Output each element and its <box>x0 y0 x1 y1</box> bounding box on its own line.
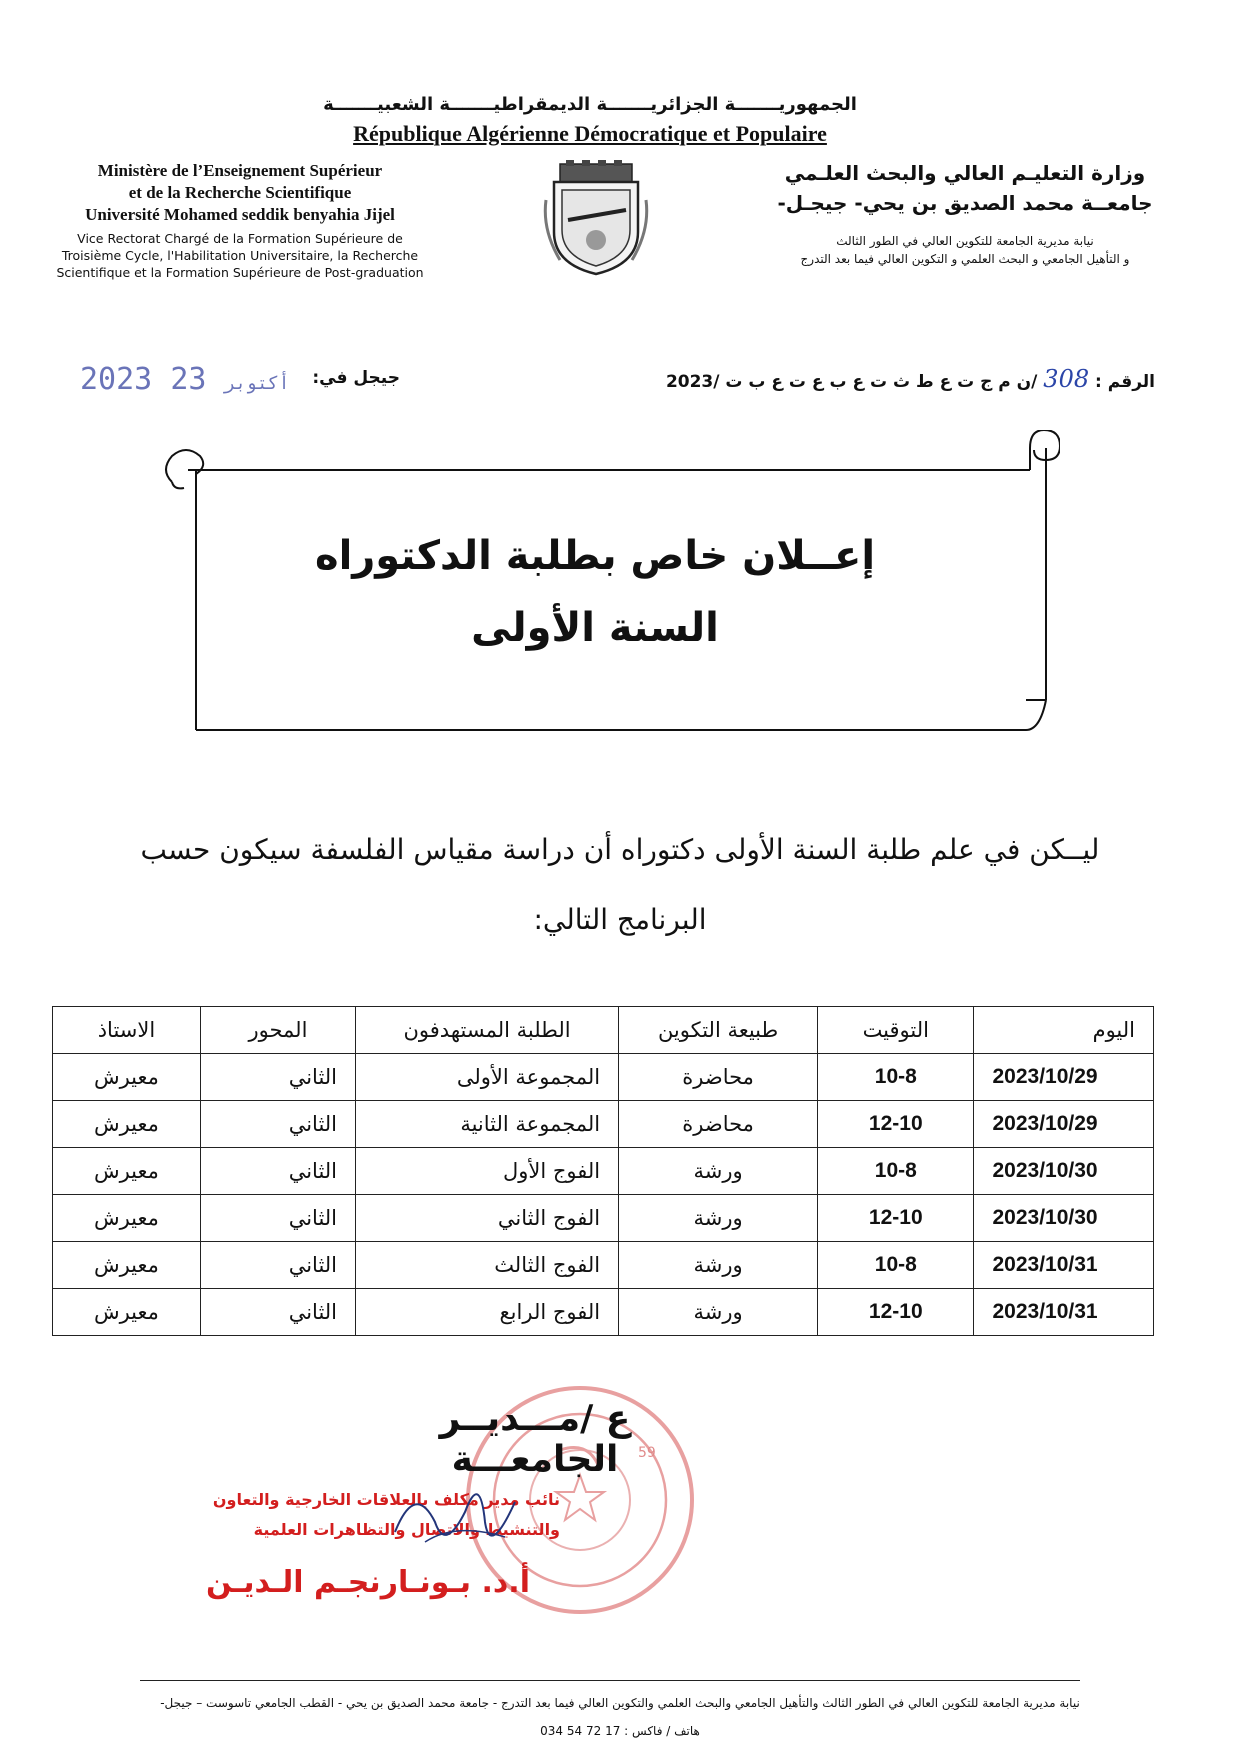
cell-time: 12-10 <box>818 1195 974 1242</box>
cell-day: 2023/10/30 <box>974 1195 1154 1242</box>
vice-rectorat-line-ar: نيابة مديرية الجامعة للتكوين العالي في الطور الثالث <box>836 234 1094 248</box>
reference-number <box>620 365 1155 393</box>
cell-time: 12-10 <box>818 1101 974 1148</box>
cell-students: الفوج الثالث <box>356 1242 619 1289</box>
cell-students: الفوج الأول <box>356 1148 619 1195</box>
ministry-line: et de la Recherche Scientifique <box>128 183 352 202</box>
cell-axis: الثاني <box>200 1242 355 1289</box>
cell-time: 10-8 <box>818 1242 974 1289</box>
signatory-name: أ.د. بـونـارنجـم الـديـن <box>205 1565 530 1600</box>
table-row <box>53 1148 1154 1195</box>
date-stamp-month: أكتوبر <box>224 373 290 394</box>
republic-title-fr: République Algérienne Démocratique et Populaire <box>353 121 827 146</box>
date-stamp-day: 23 <box>170 362 207 397</box>
cell-day: 2023/10/29 <box>974 1101 1154 1148</box>
reference-code: /ن م ج ت ع ط ث ت ع ب ع ت ع ب ت /2023 <box>665 372 1038 392</box>
table-row <box>53 1242 1154 1289</box>
ministry-line: Ministère de l’Enseignement Supérieur <box>97 161 383 180</box>
table-row <box>53 1101 1154 1148</box>
cell-time: 10-8 <box>818 1054 974 1101</box>
cell-day: 2023/10/29 <box>974 1054 1154 1101</box>
vice-rectorat-line: Scientifique et la Formation Supérieure de Post-graduation <box>56 265 424 280</box>
reference-handwritten-number: 308 <box>1043 365 1090 393</box>
footer-divider <box>140 1680 1080 1681</box>
table-row <box>53 1289 1154 1336</box>
cell-teacher: معيرش <box>53 1195 201 1242</box>
ministry-name-ar: وزارة التعليـم العالي والبحث العلـمي <box>784 161 1146 185</box>
cell-students: المجموعة الأولى <box>356 1054 619 1101</box>
schedule-table <box>52 1006 1154 1336</box>
cell-type: محاضرة <box>619 1101 818 1148</box>
announcement-body <box>100 815 1140 955</box>
cell-time: 10-8 <box>818 1148 974 1195</box>
stamp-number: 59 <box>638 1445 656 1461</box>
cell-time: 12-10 <box>818 1289 974 1336</box>
signatory-position-line: والتنشيط والاتصال والتظاهرات العلمية <box>253 1520 560 1539</box>
vice-rectorat-line-ar: و التأهيل الجامعي و البحث العلمي و التكوين العالي فيما بعد التدرج <box>800 252 1130 266</box>
cell-teacher: معيرش <box>53 1242 201 1289</box>
header-axis: المحور <box>200 1007 355 1054</box>
cell-type: ورشة <box>619 1242 818 1289</box>
cell-day: 2023/10/31 <box>974 1289 1154 1336</box>
header-day: اليوم <box>974 1007 1154 1054</box>
cell-axis: الثاني <box>200 1148 355 1195</box>
cell-teacher: معيرش <box>53 1101 201 1148</box>
header-students: الطلبة المستهدفون <box>356 1007 619 1054</box>
header-time: التوقيت <box>818 1007 974 1054</box>
announcement-title <box>230 520 960 664</box>
cell-axis: الثاني <box>200 1101 355 1148</box>
cell-axis: الثاني <box>200 1289 355 1336</box>
cell-students: الفوج الثاني <box>356 1195 619 1242</box>
footer-phone: هاتف / فاكس : 17 72 54 034 <box>540 1724 700 1738</box>
ministry-block-fr <box>40 160 440 281</box>
vice-rectorat-line: Troisième Cycle, l'Habilitation Universitaire, la Recherche <box>61 248 419 263</box>
university-name-fr: Université Mohamed seddik benyahia Jijel <box>85 205 395 224</box>
date-stamp <box>80 362 290 397</box>
signatory-position-line: نائب مدير مكلف بالعلاقات الخارجية والتعاون <box>212 1490 560 1509</box>
header-teacher: الاستاذ <box>53 1007 201 1054</box>
cell-type: ورشة <box>619 1148 818 1195</box>
header-type: طبيعة التكوين <box>619 1007 818 1054</box>
cell-axis: الثاني <box>200 1054 355 1101</box>
place-label: جيجل في: <box>312 368 400 388</box>
republic-title-ar: الجمهوريـــــــة الجزائريـــــــة الديمقراطيـــــــة الشعبيـــــــة <box>323 94 857 115</box>
body-line: ليــكن في علم طلبة السنة الأولى دكتوراه أن دراسة مقياس الفلسفة سيكون حسب <box>140 833 1100 866</box>
cell-type: ورشة <box>619 1289 818 1336</box>
cell-axis: الثاني <box>200 1195 355 1242</box>
footer-address: نيابة مديرية الجامعة للتكوين العالي في الطور الثالث والتأهيل الجامعي والبحث العلمي والتكوين العالي فيما بعد التدرج - جامعة محمد الصديق بن يحي - القطب الجامعي تاسوست – جيجل- <box>160 1696 1080 1710</box>
title-line: السنة الأولى <box>471 605 719 651</box>
date-stamp-year: 2023 <box>80 362 153 397</box>
ministry-block-ar <box>760 158 1170 268</box>
cell-day: 2023/10/30 <box>974 1148 1154 1195</box>
cell-type: محاضرة <box>619 1054 818 1101</box>
cell-students: الفوج الرابع <box>356 1289 619 1336</box>
cell-teacher: معيرش <box>53 1289 201 1336</box>
table-row <box>53 1195 1154 1242</box>
cell-teacher: معيرش <box>53 1054 201 1101</box>
university-name-ar: جامعــة محمد الصديق بن يحي- جيجـل- <box>777 191 1153 215</box>
vice-rectorat-line: Vice Rectorat Chargé de la Formation Supérieure de <box>77 231 403 246</box>
signer-title: ع /مـــديــر الجامعـــة <box>439 1398 631 1480</box>
cell-students: المجموعة الثانية <box>356 1101 619 1148</box>
cell-type: ورشة <box>619 1195 818 1242</box>
cell-day: 2023/10/31 <box>974 1242 1154 1289</box>
table-row <box>53 1054 1154 1101</box>
table-header-row <box>53 1007 1154 1054</box>
body-line: البرنامج التالي: <box>533 903 707 936</box>
handwritten-signature <box>385 1462 535 1562</box>
cell-teacher: معيرش <box>53 1148 201 1195</box>
title-line: إعــلان خاص بطلبة الدكتوراه <box>314 533 876 579</box>
reference-label: الرقم : <box>1095 372 1155 392</box>
university-emblem <box>540 160 652 276</box>
